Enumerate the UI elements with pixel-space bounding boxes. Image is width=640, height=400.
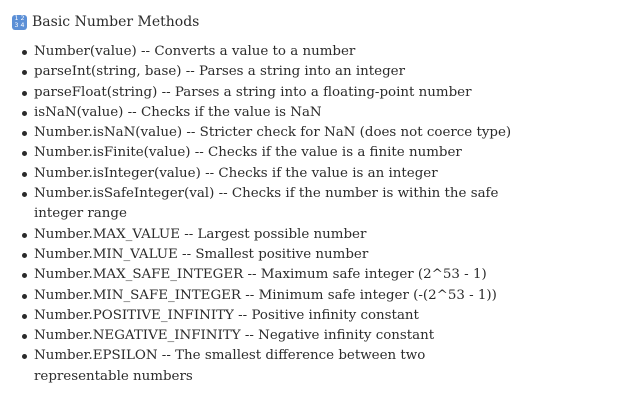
list-item: Number.isSafeInteger(val) -- Checks if the number is within the safe integer range xyxy=(20,184,520,225)
list-item: Number.isNaN(value) -- Stricter check for NaN (does not coerce type) xyxy=(20,123,520,143)
list-item: Number.POSITIVE_INFINITY -- Positive infinity constant xyxy=(20,306,520,326)
list-item: Number.NEGATIVE_INFINITY -- Negative infinity constant xyxy=(20,326,520,346)
list-item: parseFloat(string) -- Parses a string into a floating-point number xyxy=(20,83,520,103)
list-item: isNaN(value) -- Checks if the value is NaN xyxy=(20,103,520,123)
list-item: parseInt(string, base) -- Parses a string into an integer xyxy=(20,62,520,82)
input-numbers-icon: 1 2 3 4 xyxy=(12,15,27,30)
section-title: Basic Number Methods xyxy=(32,14,200,30)
list-item: Number.isFinite(value) -- Checks if the value is a finite number xyxy=(20,143,520,163)
list-item: Number(value) -- Converts a value to a number xyxy=(20,42,520,62)
list-item: Number.MAX_VALUE -- Largest possible number xyxy=(20,225,520,245)
list-item: Number.MIN_VALUE -- Smallest positive number xyxy=(20,245,520,265)
section-heading xyxy=(12,10,640,34)
list-item: Number.MAX_SAFE_INTEGER -- Maximum safe integer (2^53 - 1) xyxy=(20,265,520,285)
list-item: Number.isInteger(value) -- Checks if the value is an integer xyxy=(20,164,520,184)
method-list xyxy=(12,42,520,387)
list-item: Number.MIN_SAFE_INTEGER -- Minimum safe integer (-(2^53 - 1)) xyxy=(20,286,520,306)
list-item: Number.EPSILON -- The smallest difference between two representable numbers xyxy=(20,346,520,387)
